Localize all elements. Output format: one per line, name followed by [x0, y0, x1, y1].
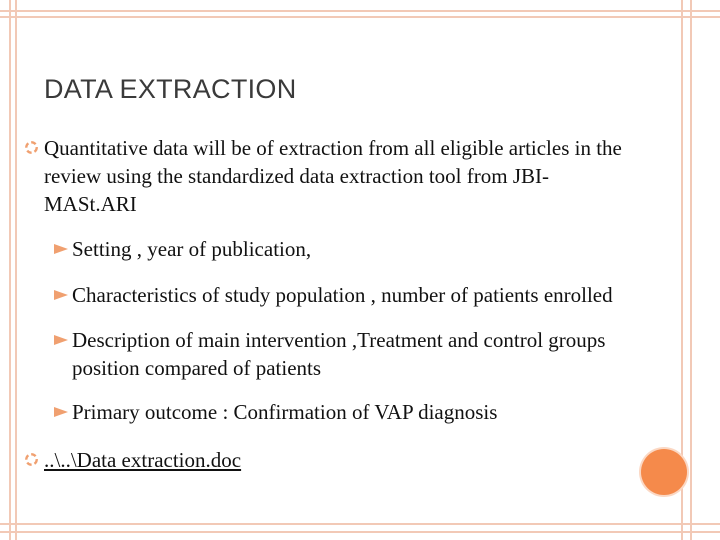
document-link[interactable] — [44, 446, 241, 474]
sub-bullet-icon — [53, 334, 69, 346]
sub-bullet-text: position compared of patients — [72, 356, 322, 380]
frame-line-left-inner — [15, 0, 17, 540]
sub-bullet-text: Setting , year of publication, — [72, 237, 312, 261]
bullet-text-line: Quantitative data will be of extraction from all eligible articles in the — [44, 136, 622, 160]
frame-line-bottom-outer — [0, 531, 720, 533]
sub-bullet-text: Description of main intervention ,Treatment and control groups — [72, 328, 606, 352]
sub-bullet-text: Primary outcome : Confirmation of VAP diagnosis — [72, 400, 498, 424]
bullet-text-line: review using the standardized data extraction tool from JBI- — [44, 164, 550, 188]
sub-bullet-icon — [53, 406, 69, 418]
frame-line-top-outer — [0, 10, 720, 12]
sub-bullet-icon — [53, 243, 69, 255]
sub-bullet-icon — [53, 289, 69, 301]
bullet-icon — [24, 452, 39, 467]
frame-line-left-outer — [9, 0, 11, 540]
frame-line-top-inner — [0, 16, 720, 18]
frame-line-right-outer — [690, 0, 692, 540]
slide-title: DATA EXTRACTION — [44, 74, 297, 104]
sub-bullet-text: Characteristics of study population , number of patients enrolled — [72, 283, 613, 307]
document-link-text[interactable]: ..\..\Data extraction.doc — [44, 448, 242, 472]
bullet-text-line: MASt.ARI — [44, 192, 137, 216]
bullet-icon — [24, 140, 39, 155]
frame-line-bottom-inner — [0, 523, 720, 525]
decorative-orb — [641, 449, 687, 495]
